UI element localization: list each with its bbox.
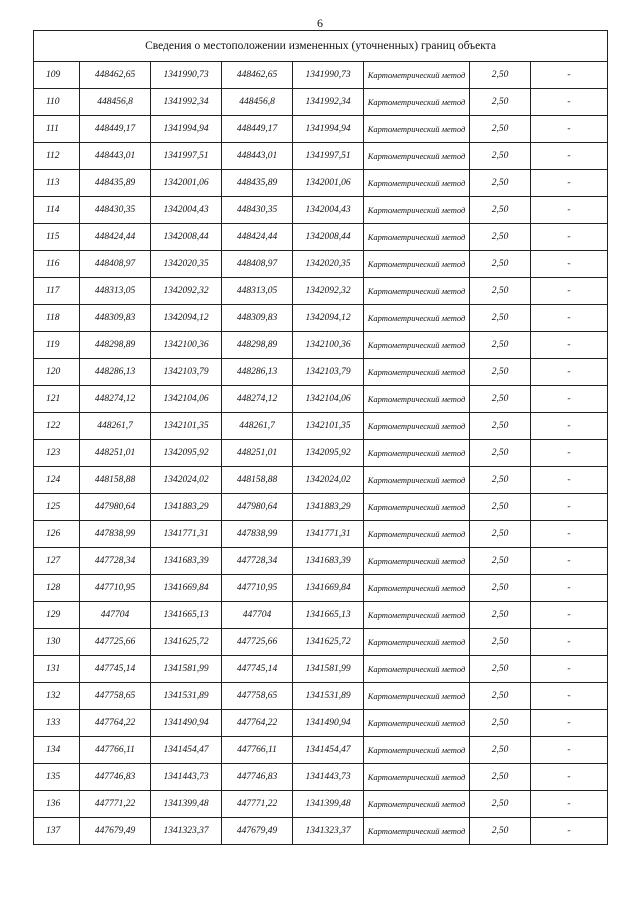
point-number-cell: 137	[34, 818, 80, 845]
accuracy-cell: 2,50	[470, 62, 531, 89]
description-cell: -	[531, 116, 608, 143]
new-x-cell: 448309,83	[222, 305, 293, 332]
new-y-cell: 1342104,06	[293, 386, 364, 413]
table-row	[34, 386, 608, 413]
accuracy-cell: 2,50	[470, 764, 531, 791]
new-x-cell: 447704	[222, 602, 293, 629]
new-x-cell: 447679,49	[222, 818, 293, 845]
table-row	[34, 683, 608, 710]
new-y-cell: 1342095,92	[293, 440, 364, 467]
old-x-cell: 447766,11	[80, 737, 151, 764]
old-x-cell: 447764,22	[80, 710, 151, 737]
accuracy-cell: 2,50	[470, 710, 531, 737]
accuracy-cell: 2,50	[470, 818, 531, 845]
description-cell: -	[531, 494, 608, 521]
method-cell: Картометрический метод	[364, 467, 470, 494]
old-x-cell: 447679,49	[80, 818, 151, 845]
description-cell: -	[531, 440, 608, 467]
accuracy-cell: 2,50	[470, 521, 531, 548]
old-x-cell: 447728,34	[80, 548, 151, 575]
old-x-cell: 448261,7	[80, 413, 151, 440]
new-x-cell: 448298,89	[222, 332, 293, 359]
table-row	[34, 62, 608, 89]
new-y-cell: 1341669,84	[293, 575, 364, 602]
old-x-cell: 448435,89	[80, 170, 151, 197]
accuracy-cell: 2,50	[470, 170, 531, 197]
accuracy-cell: 2,50	[470, 575, 531, 602]
point-number-cell: 110	[34, 89, 80, 116]
old-y-cell: 1342092,32	[151, 278, 222, 305]
point-number-cell: 129	[34, 602, 80, 629]
method-cell: Картометрический метод	[364, 305, 470, 332]
point-number-cell: 132	[34, 683, 80, 710]
point-number-cell: 124	[34, 467, 80, 494]
point-number-cell: 127	[34, 548, 80, 575]
point-number-cell: 109	[34, 62, 80, 89]
method-cell: Картометрический метод	[364, 251, 470, 278]
old-y-cell: 1341490,94	[151, 710, 222, 737]
new-x-cell: 448443,01	[222, 143, 293, 170]
new-y-cell: 1341399,48	[293, 791, 364, 818]
method-cell: Картометрический метод	[364, 764, 470, 791]
method-cell: Картометрический метод	[364, 62, 470, 89]
page-number: 6	[317, 16, 323, 30]
old-x-cell: 448313,05	[80, 278, 151, 305]
point-number-cell: 126	[34, 521, 80, 548]
old-x-cell: 447980,64	[80, 494, 151, 521]
table-row	[34, 224, 608, 251]
old-y-cell: 1341399,48	[151, 791, 222, 818]
table-row	[34, 629, 608, 656]
method-cell: Картометрический метод	[364, 629, 470, 656]
old-y-cell: 1341531,89	[151, 683, 222, 710]
table-row	[34, 764, 608, 791]
new-y-cell: 1341771,31	[293, 521, 364, 548]
method-cell: Картометрический метод	[364, 359, 470, 386]
new-y-cell: 1342004,43	[293, 197, 364, 224]
new-x-cell: 447728,34	[222, 548, 293, 575]
new-x-cell: 448286,13	[222, 359, 293, 386]
old-x-cell: 448158,88	[80, 467, 151, 494]
new-x-cell: 447764,22	[222, 710, 293, 737]
accuracy-cell: 2,50	[470, 332, 531, 359]
new-y-cell: 1341994,94	[293, 116, 364, 143]
old-y-cell: 1342095,92	[151, 440, 222, 467]
old-x-cell: 448449,17	[80, 116, 151, 143]
new-x-cell: 448435,89	[222, 170, 293, 197]
accuracy-cell: 2,50	[470, 197, 531, 224]
method-cell: Картометрический метод	[364, 791, 470, 818]
description-cell: -	[531, 764, 608, 791]
accuracy-cell: 2,50	[470, 143, 531, 170]
accuracy-cell: 2,50	[470, 278, 531, 305]
method-cell: Картометрический метод	[364, 818, 470, 845]
new-y-cell: 1341883,29	[293, 494, 364, 521]
new-x-cell: 447745,14	[222, 656, 293, 683]
table-row	[34, 710, 608, 737]
old-x-cell: 447771,22	[80, 791, 151, 818]
table-row	[34, 737, 608, 764]
description-cell: -	[531, 656, 608, 683]
description-cell: -	[531, 332, 608, 359]
new-x-cell: 447758,65	[222, 683, 293, 710]
point-number-cell: 112	[34, 143, 80, 170]
new-y-cell: 1342008,44	[293, 224, 364, 251]
new-y-cell: 1341323,37	[293, 818, 364, 845]
description-cell: -	[531, 710, 608, 737]
accuracy-cell: 2,50	[470, 359, 531, 386]
table-row	[34, 143, 608, 170]
new-x-cell: 448449,17	[222, 116, 293, 143]
old-y-cell: 1342101,35	[151, 413, 222, 440]
new-y-cell: 1342100,36	[293, 332, 364, 359]
description-cell: -	[531, 278, 608, 305]
point-number-cell: 136	[34, 791, 80, 818]
table-row	[34, 440, 608, 467]
old-y-cell: 1341994,94	[151, 116, 222, 143]
point-number-cell: 135	[34, 764, 80, 791]
point-number-cell: 123	[34, 440, 80, 467]
new-x-cell: 447725,66	[222, 629, 293, 656]
method-cell: Картометрический метод	[364, 332, 470, 359]
old-y-cell: 1341883,29	[151, 494, 222, 521]
new-x-cell: 448313,05	[222, 278, 293, 305]
new-y-cell: 1342024,02	[293, 467, 364, 494]
method-cell: Картометрический метод	[364, 224, 470, 251]
old-y-cell: 1342001,06	[151, 170, 222, 197]
new-y-cell: 1342101,35	[293, 413, 364, 440]
accuracy-cell: 2,50	[470, 386, 531, 413]
new-x-cell: 447838,99	[222, 521, 293, 548]
old-y-cell: 1341454,47	[151, 737, 222, 764]
accuracy-cell: 2,50	[470, 413, 531, 440]
new-x-cell: 448261,7	[222, 413, 293, 440]
table-row	[34, 89, 608, 116]
old-x-cell: 447745,14	[80, 656, 151, 683]
new-y-cell: 1342094,12	[293, 305, 364, 332]
method-cell: Картометрический метод	[364, 737, 470, 764]
accuracy-cell: 2,50	[470, 629, 531, 656]
new-y-cell: 1341581,99	[293, 656, 364, 683]
old-x-cell: 448424,44	[80, 224, 151, 251]
old-y-cell: 1342008,44	[151, 224, 222, 251]
old-y-cell: 1341625,72	[151, 629, 222, 656]
old-y-cell: 1342004,43	[151, 197, 222, 224]
description-cell: -	[531, 197, 608, 224]
point-number-cell: 134	[34, 737, 80, 764]
new-y-cell: 1342103,79	[293, 359, 364, 386]
new-y-cell: 1341454,47	[293, 737, 364, 764]
new-y-cell: 1342020,35	[293, 251, 364, 278]
accuracy-cell: 2,50	[470, 89, 531, 116]
point-number-cell: 113	[34, 170, 80, 197]
old-x-cell: 448456,8	[80, 89, 151, 116]
point-number-cell: 111	[34, 116, 80, 143]
table-row	[34, 575, 608, 602]
description-cell: -	[531, 521, 608, 548]
method-cell: Картометрический метод	[364, 710, 470, 737]
accuracy-cell: 2,50	[470, 791, 531, 818]
old-y-cell: 1342103,79	[151, 359, 222, 386]
new-x-cell: 447980,64	[222, 494, 293, 521]
table-row	[34, 494, 608, 521]
old-x-cell: 447838,99	[80, 521, 151, 548]
point-number-cell: 118	[34, 305, 80, 332]
new-x-cell: 448274,12	[222, 386, 293, 413]
method-cell: Картометрический метод	[364, 170, 470, 197]
method-cell: Картометрический метод	[364, 386, 470, 413]
table-row	[34, 467, 608, 494]
accuracy-cell: 2,50	[470, 305, 531, 332]
new-x-cell: 448424,44	[222, 224, 293, 251]
description-cell: -	[531, 170, 608, 197]
method-cell: Картометрический метод	[364, 548, 470, 575]
point-number-cell: 131	[34, 656, 80, 683]
table-row	[34, 656, 608, 683]
table-row	[34, 413, 608, 440]
method-cell: Картометрический метод	[364, 413, 470, 440]
old-x-cell: 447746,83	[80, 764, 151, 791]
old-y-cell: 1341992,34	[151, 89, 222, 116]
accuracy-cell: 2,50	[470, 548, 531, 575]
method-cell: Картометрический метод	[364, 278, 470, 305]
description-cell: -	[531, 737, 608, 764]
new-y-cell: 1341665,13	[293, 602, 364, 629]
accuracy-cell: 2,50	[470, 737, 531, 764]
method-cell: Картометрический метод	[364, 575, 470, 602]
point-number-cell: 133	[34, 710, 80, 737]
point-number-cell: 115	[34, 224, 80, 251]
description-cell: -	[531, 602, 608, 629]
table-row	[34, 251, 608, 278]
table-row	[34, 791, 608, 818]
old-y-cell: 1341990,73	[151, 62, 222, 89]
old-y-cell: 1341683,39	[151, 548, 222, 575]
new-y-cell: 1341490,94	[293, 710, 364, 737]
table-header-row	[34, 31, 608, 62]
old-x-cell: 448286,13	[80, 359, 151, 386]
point-number-cell: 130	[34, 629, 80, 656]
new-x-cell: 448462,65	[222, 62, 293, 89]
new-x-cell: 448251,01	[222, 440, 293, 467]
new-y-cell: 1341625,72	[293, 629, 364, 656]
old-y-cell: 1341581,99	[151, 656, 222, 683]
point-number-cell: 128	[34, 575, 80, 602]
description-cell: -	[531, 224, 608, 251]
table-row	[34, 359, 608, 386]
old-x-cell: 448443,01	[80, 143, 151, 170]
new-y-cell: 1341531,89	[293, 683, 364, 710]
new-y-cell: 1341683,39	[293, 548, 364, 575]
method-cell: Картометрический метод	[364, 494, 470, 521]
accuracy-cell: 2,50	[470, 467, 531, 494]
description-cell: -	[531, 548, 608, 575]
point-number-cell: 116	[34, 251, 80, 278]
old-x-cell: 448251,01	[80, 440, 151, 467]
boundary-coordinates-table	[33, 30, 608, 845]
description-cell: -	[531, 386, 608, 413]
new-y-cell: 1341997,51	[293, 143, 364, 170]
old-y-cell: 1341771,31	[151, 521, 222, 548]
accuracy-cell: 2,50	[470, 494, 531, 521]
old-y-cell: 1341665,13	[151, 602, 222, 629]
table-row	[34, 548, 608, 575]
method-cell: Картометрический метод	[364, 521, 470, 548]
new-y-cell: 1341992,34	[293, 89, 364, 116]
table-row	[34, 602, 608, 629]
new-x-cell: 448456,8	[222, 89, 293, 116]
old-y-cell: 1341443,73	[151, 764, 222, 791]
table-title: Сведения о местоположении измененных (уточненных) границ объекта	[34, 31, 608, 62]
old-x-cell: 447704	[80, 602, 151, 629]
old-x-cell: 448430,35	[80, 197, 151, 224]
old-x-cell: 448462,65	[80, 62, 151, 89]
old-y-cell: 1341323,37	[151, 818, 222, 845]
method-cell: Картометрический метод	[364, 656, 470, 683]
point-number-cell: 121	[34, 386, 80, 413]
accuracy-cell: 2,50	[470, 251, 531, 278]
accuracy-cell: 2,50	[470, 224, 531, 251]
table-row	[34, 521, 608, 548]
old-x-cell: 447758,65	[80, 683, 151, 710]
table-row	[34, 332, 608, 359]
old-x-cell: 448298,89	[80, 332, 151, 359]
old-x-cell: 448408,97	[80, 251, 151, 278]
old-y-cell: 1342020,35	[151, 251, 222, 278]
description-cell: -	[531, 62, 608, 89]
new-x-cell: 448158,88	[222, 467, 293, 494]
method-cell: Картометрический метод	[364, 143, 470, 170]
old-y-cell: 1342100,36	[151, 332, 222, 359]
accuracy-cell: 2,50	[470, 656, 531, 683]
new-x-cell: 447746,83	[222, 764, 293, 791]
new-x-cell: 448408,97	[222, 251, 293, 278]
method-cell: Картометрический метод	[364, 602, 470, 629]
old-x-cell: 447725,66	[80, 629, 151, 656]
old-y-cell: 1342104,06	[151, 386, 222, 413]
new-x-cell: 447766,11	[222, 737, 293, 764]
point-number-cell: 125	[34, 494, 80, 521]
table-row	[34, 278, 608, 305]
point-number-cell: 120	[34, 359, 80, 386]
accuracy-cell: 2,50	[470, 602, 531, 629]
new-x-cell: 447710,95	[222, 575, 293, 602]
method-cell: Картометрический метод	[364, 440, 470, 467]
description-cell: -	[531, 413, 608, 440]
table-row	[34, 305, 608, 332]
method-cell: Картометрический метод	[364, 89, 470, 116]
point-number-cell: 119	[34, 332, 80, 359]
description-cell: -	[531, 305, 608, 332]
description-cell: -	[531, 359, 608, 386]
description-cell: -	[531, 791, 608, 818]
old-x-cell: 448309,83	[80, 305, 151, 332]
description-cell: -	[531, 575, 608, 602]
old-x-cell: 447710,95	[80, 575, 151, 602]
description-cell: -	[531, 683, 608, 710]
description-cell: -	[531, 143, 608, 170]
point-number-cell: 114	[34, 197, 80, 224]
accuracy-cell: 2,50	[470, 440, 531, 467]
description-cell: -	[531, 818, 608, 845]
point-number-cell: 117	[34, 278, 80, 305]
description-cell: -	[531, 251, 608, 278]
accuracy-cell: 2,50	[470, 116, 531, 143]
table-row	[34, 116, 608, 143]
method-cell: Картометрический метод	[364, 683, 470, 710]
new-y-cell: 1341990,73	[293, 62, 364, 89]
new-y-cell: 1342001,06	[293, 170, 364, 197]
old-y-cell: 1341669,84	[151, 575, 222, 602]
description-cell: -	[531, 467, 608, 494]
old-y-cell: 1342024,02	[151, 467, 222, 494]
old-y-cell: 1342094,12	[151, 305, 222, 332]
description-cell: -	[531, 629, 608, 656]
method-cell: Картометрический метод	[364, 116, 470, 143]
table-body	[34, 62, 608, 845]
new-y-cell: 1342092,32	[293, 278, 364, 305]
old-x-cell: 448274,12	[80, 386, 151, 413]
description-cell: -	[531, 89, 608, 116]
point-number-cell: 122	[34, 413, 80, 440]
table-row	[34, 818, 608, 845]
new-x-cell: 448430,35	[222, 197, 293, 224]
new-x-cell: 447771,22	[222, 791, 293, 818]
accuracy-cell: 2,50	[470, 683, 531, 710]
table-row	[34, 197, 608, 224]
method-cell: Картометрический метод	[364, 197, 470, 224]
table-row	[34, 170, 608, 197]
new-y-cell: 1341443,73	[293, 764, 364, 791]
old-y-cell: 1341997,51	[151, 143, 222, 170]
